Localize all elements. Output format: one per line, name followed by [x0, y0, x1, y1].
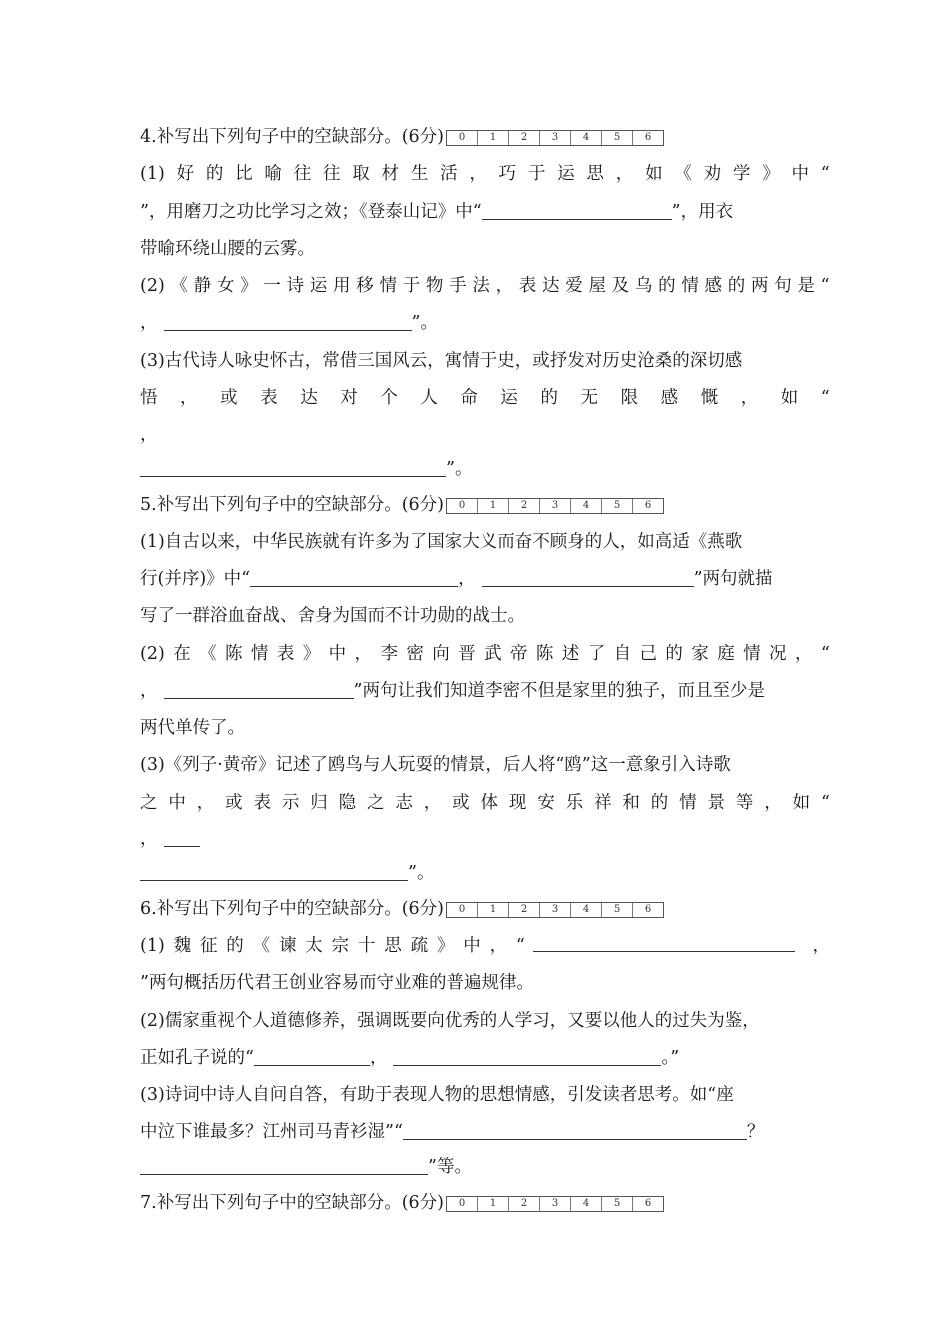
score-cell[interactable]: 6	[644, 500, 652, 511]
spread-char: 中	[791, 164, 809, 184]
spread-char: ，	[180, 388, 198, 408]
spread-char: 李	[380, 644, 398, 664]
score-cell[interactable]: 4	[571, 1197, 602, 1211]
spread-char: 静	[193, 276, 212, 296]
answer-blank[interactable]	[393, 1047, 661, 1066]
spread-char: “	[515, 936, 525, 956]
spread-char: ，	[495, 276, 514, 296]
spread-char: 乐	[565, 793, 584, 813]
spread-char: 悟	[140, 388, 158, 408]
q7-header-text: 7.补写出下列句子中的空缺部分。(6分)	[140, 1193, 444, 1213]
score-cell[interactable]: 3	[540, 903, 571, 917]
spread-char: 达	[542, 276, 560, 296]
q5-line-3: 写了一群浴血奋战、舍身为国而不计功勋的战士。	[140, 606, 525, 626]
score-cell[interactable]: 0	[447, 903, 478, 917]
score-cell[interactable]: 0	[447, 499, 478, 513]
spread-char: 情	[379, 276, 397, 296]
spread-char: ，	[489, 936, 508, 956]
spread-char: 比	[235, 164, 253, 184]
q6-score-box[interactable]	[446, 902, 664, 918]
spread-char: 情	[679, 793, 697, 813]
spread-char: 归	[310, 793, 328, 813]
score-cell[interactable]: 2	[509, 131, 540, 145]
spread-char: 诗	[286, 276, 305, 296]
spread-char: 征	[199, 936, 218, 956]
spread-char: 的	[665, 644, 683, 664]
spread-char: ，	[615, 164, 634, 184]
q5-line-9: ，	[140, 826, 830, 852]
q6-line-6: 中泣下谁最多？江州司马青衫湿”“ ？	[140, 1122, 765, 1142]
spread-char: 太	[305, 936, 323, 956]
score-cell[interactable]: 4	[571, 499, 602, 513]
spread-char: 己	[639, 644, 658, 664]
spread-char: “	[820, 164, 830, 184]
spread-char: 喻	[264, 164, 282, 184]
spread-char: 运	[500, 388, 518, 408]
answer-blank[interactable]	[164, 680, 354, 699]
spread-char: 限	[620, 388, 639, 408]
q5-line-8	[140, 790, 830, 816]
spread-char: 劝	[703, 164, 722, 184]
spread-char: 情	[743, 644, 761, 664]
spread-char: 往	[322, 164, 341, 184]
spread-char: 庭	[717, 644, 735, 664]
spread-char: 》	[762, 164, 780, 184]
spread-char: 隐	[338, 793, 357, 813]
spread-char: 如	[645, 164, 663, 184]
answer-blank[interactable]	[254, 1047, 370, 1066]
spread-char: 于	[402, 276, 421, 296]
spread-char: 《	[252, 936, 271, 956]
spread-char: 》	[240, 276, 258, 296]
score-cell[interactable]: 6	[644, 132, 652, 143]
score-cell[interactable]: 5	[602, 131, 633, 145]
score-cell[interactable]: 0	[447, 131, 478, 145]
spread-char: 表	[276, 644, 295, 664]
spread-char: 的	[226, 936, 244, 956]
spread-char: 现	[508, 793, 527, 813]
spread-char: 句	[774, 276, 792, 296]
spread-char: 》	[436, 936, 455, 956]
spread-char: “	[820, 276, 830, 296]
spread-char: 如	[780, 388, 799, 408]
spread-char: 谏	[278, 936, 297, 956]
spread-char: 活	[440, 164, 458, 184]
answer-blank[interactable]	[164, 312, 412, 331]
spread-char: (1)	[140, 164, 165, 184]
q6-line-4: 正如孔子说的“ ， 。”	[140, 1048, 680, 1068]
q4-line-3: 带喻环绕山腰的云雾。	[140, 239, 315, 259]
spread-char: “	[820, 644, 830, 664]
spread-char: ，	[423, 793, 442, 813]
q7-header	[140, 1190, 830, 1216]
q6-line-5: (3)诗词中诗人自问自答，有助于表现人物的思想情感，引发读者思考。如“座	[140, 1085, 734, 1105]
spread-char: 《	[199, 644, 217, 664]
spread-char: 的	[205, 164, 224, 184]
spread-char: ，	[469, 164, 487, 184]
spread-char: 武	[484, 644, 502, 664]
score-cell[interactable]: 3	[540, 499, 571, 513]
spread-char: ，	[740, 388, 759, 408]
spread-char: 示	[281, 793, 300, 813]
answer-blank[interactable]	[533, 933, 795, 952]
q4-line-7	[140, 385, 830, 411]
spread-char: 情	[681, 276, 699, 296]
spread-char: (2)	[140, 276, 165, 296]
spread-char: 的	[650, 793, 669, 813]
spread-char: 学	[732, 164, 751, 184]
spread-char: “	[821, 793, 830, 813]
spread-char: 物	[425, 276, 444, 296]
spread-char: 密	[406, 644, 424, 664]
score-cell[interactable]: 2	[509, 1197, 540, 1211]
spread-char: ，	[794, 644, 813, 664]
q4-score-box[interactable]	[446, 130, 664, 146]
spread-char: 中	[168, 793, 186, 813]
spread-char: 表	[253, 793, 271, 813]
q4-line-1	[140, 161, 830, 187]
spread-char: 》	[302, 644, 321, 664]
score-cell[interactable]: 1	[478, 1197, 509, 1211]
spread-char: 或	[452, 793, 470, 813]
q4-header	[140, 124, 830, 150]
spread-char: 法	[472, 276, 490, 296]
q6-line-7: ”等。	[140, 1154, 830, 1180]
spread-char: 屋	[588, 276, 606, 296]
q5-line-1: (1)自古以来，中华民族就有许多为了国家大义而奋不顾身的人，如高适《燕歌	[140, 532, 743, 552]
spread-char: 中	[463, 936, 481, 956]
q5-line-6: 两代单传了。	[140, 718, 245, 738]
spread-char: 感	[704, 276, 723, 296]
spread-char: 的	[727, 276, 746, 296]
spread-char: 好	[176, 164, 195, 184]
spread-char: 安	[537, 793, 555, 813]
spread-char: 宗	[331, 936, 350, 956]
spread-char: 取	[352, 164, 370, 184]
spread-char: 的	[540, 388, 558, 408]
spread-char: 疏	[410, 936, 429, 956]
spread-char: 或	[225, 793, 243, 813]
spread-char: 达	[300, 388, 318, 408]
score-cell[interactable]: 5	[602, 499, 633, 513]
score-cell[interactable]: 4	[571, 131, 602, 145]
score-cell[interactable]: 6	[644, 1198, 652, 1209]
spread-char: 人	[420, 388, 438, 408]
q5-header-text: 5.补写出下列句子中的空缺部分。(6分)	[140, 495, 444, 515]
spread-char: 材	[381, 164, 400, 184]
spread-char: 之	[140, 793, 158, 813]
q5-line-10: ”。	[140, 860, 830, 886]
spread-char: 祥	[594, 793, 612, 813]
spread-char: 女	[216, 276, 235, 296]
spread-char: 命	[460, 388, 478, 408]
spread-char: 等	[735, 793, 754, 813]
spread-char: 晋	[458, 644, 476, 664]
score-cell[interactable]: 2	[509, 903, 540, 917]
spread-char: 手	[449, 276, 467, 296]
spread-char: 或	[220, 388, 238, 408]
q5-line-5: ， ”两句让我们知道李密不但是家里的独子，而且至少是	[140, 681, 765, 701]
spread-char: 《	[170, 276, 189, 296]
spread-char: 无	[580, 388, 599, 408]
spread-char: 在	[173, 644, 191, 664]
spread-char: 如	[792, 793, 811, 813]
spread-char: 往	[293, 164, 312, 184]
score-cell[interactable]: 2	[509, 499, 540, 513]
spread-char: ，	[196, 793, 215, 813]
spread-char: 景	[707, 793, 725, 813]
answer-blank[interactable]	[482, 201, 672, 220]
spread-char: 巧	[498, 164, 517, 184]
spread-char: 移	[356, 276, 374, 296]
spread-char: 的	[658, 276, 676, 296]
spread-char: 中	[328, 644, 347, 664]
spread-char: 两	[750, 276, 769, 296]
spread-char: 思	[586, 164, 605, 184]
q4-line-9: ”。	[140, 456, 830, 482]
answer-blank[interactable]	[250, 568, 458, 587]
answer-blank[interactable]	[164, 828, 200, 847]
spread-char: ，	[764, 793, 782, 813]
spread-char: 之	[367, 793, 385, 813]
spread-char: (1)	[140, 936, 165, 956]
spread-char: 于	[527, 164, 546, 184]
q6-header	[140, 896, 830, 922]
spread-char: 向	[432, 644, 450, 664]
spread-char: 情	[250, 644, 269, 664]
q6-line-1-text	[140, 933, 525, 959]
spread-char: (2)	[140, 644, 165, 664]
spread-char: 十	[357, 936, 376, 956]
spread-char: “	[820, 388, 830, 408]
q6-header-text: 6.补写出下列句子中的空缺部分。(6分)	[140, 899, 444, 919]
q4-line-6: (3)古代诗人咏史怀古，常借三国风云，寓情于史，或抒发对历史沧桑的深切感	[140, 351, 743, 371]
answer-blank[interactable]	[140, 1156, 428, 1175]
score-cell[interactable]: 4	[571, 903, 602, 917]
spread-char: 家	[691, 644, 709, 664]
spread-char: 运	[309, 276, 328, 296]
score-cell[interactable]: 5	[602, 1197, 633, 1211]
score-cell[interactable]: 0	[447, 1197, 478, 1211]
spread-char: 一	[263, 276, 281, 296]
spread-char: 用	[333, 276, 351, 296]
q6-line-1: (1) 魏 征 的 《 谏 太 宗 十 思 疏 》 中 ， “ ，	[140, 933, 830, 959]
q5-header	[140, 492, 830, 518]
spread-char: 魏	[173, 936, 192, 956]
q5-line-4	[140, 641, 830, 667]
spread-char: 感	[660, 388, 679, 408]
spread-char: 自	[613, 644, 632, 664]
spread-char: 慨	[700, 388, 719, 408]
q4-line-2: ”，用磨刀之功比学习之效；《登泰山记》中“ ”，用衣	[140, 202, 734, 222]
q5-score-box[interactable]	[446, 498, 664, 514]
spread-char: 陈	[225, 644, 243, 664]
spread-char: 表	[518, 276, 537, 296]
answer-blank[interactable]	[140, 862, 408, 881]
spread-char: ，	[354, 644, 373, 664]
answer-blank[interactable]	[403, 1121, 747, 1140]
q5-line-7: (3)《列子·黄帝》记述了鸥鸟与人玩耍的情景，后人将“鸥”这一意象引入诗歌	[140, 755, 731, 775]
q6-line-2: ”两句概括历代君王创业容易而守业难的普遍规律。	[140, 973, 534, 993]
q4-line-5: ， ”。	[140, 313, 438, 333]
score-cell[interactable]: 5	[602, 903, 633, 917]
spread-char: 爱	[565, 276, 583, 296]
q4-header-text: 4.补写出下列句子中的空缺部分。(6分)	[140, 127, 444, 147]
q5-line-2: 行(并序)》中“ ， ”两句就描	[140, 569, 773, 589]
spread-char: 了	[587, 644, 606, 664]
answer-blank[interactable]	[482, 568, 694, 587]
score-cell[interactable]: 1	[478, 499, 509, 513]
spread-char: 运	[557, 164, 575, 184]
answer-blank[interactable]	[140, 458, 446, 477]
q4-line-4	[140, 273, 830, 299]
score-cell[interactable]: 3	[540, 131, 571, 145]
spread-char: 况	[769, 644, 787, 664]
q6-line-3: (2)儒家重视个人道德修养，强调既要向优秀的人学习，又要以他人的过失为鉴，	[140, 1011, 760, 1031]
spread-char: 志	[395, 793, 413, 813]
spread-char: 陈	[535, 644, 554, 664]
spread-char: 乌	[634, 276, 653, 296]
spread-char: 个	[380, 388, 398, 408]
spread-char: 帝	[509, 644, 528, 664]
spread-char: 和	[622, 793, 640, 813]
score-cell[interactable]: 3	[540, 1197, 571, 1211]
spread-char: 生	[410, 164, 429, 184]
spread-char: 体	[480, 793, 498, 813]
spread-char: 是	[797, 276, 815, 296]
score-cell[interactable]: 1	[478, 903, 509, 917]
spread-char: 及	[611, 276, 630, 296]
q7-score-box[interactable]	[446, 1196, 664, 1212]
score-cell[interactable]: 6	[644, 904, 652, 915]
spread-char: 《	[674, 164, 692, 184]
q4-line-8: ，	[140, 425, 158, 445]
score-cell[interactable]: 1	[478, 131, 509, 145]
spread-char: 述	[561, 644, 580, 664]
spread-char: 表	[260, 388, 278, 408]
spread-char: 思	[384, 936, 402, 956]
spread-char: 对	[340, 388, 358, 408]
